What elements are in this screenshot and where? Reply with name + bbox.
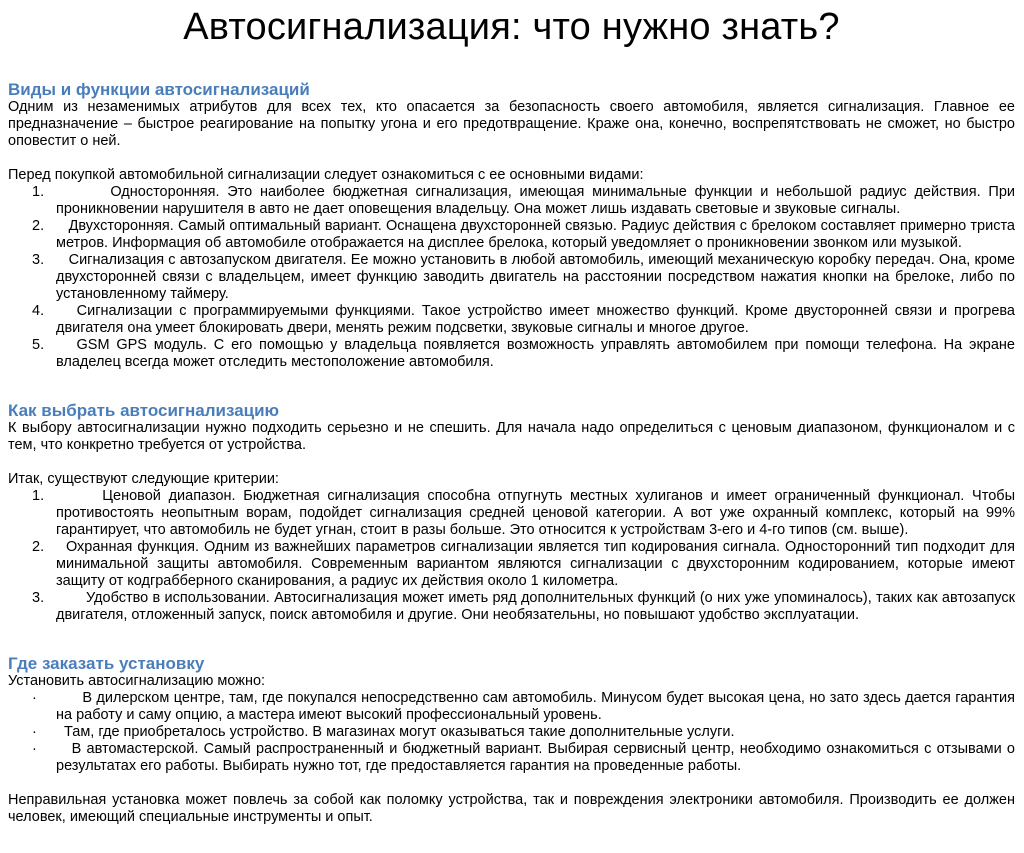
list-marker: 1.: [32, 184, 45, 200]
list-item: [8, 741, 1015, 775]
list-item: [8, 184, 1015, 218]
list-item: [8, 690, 1015, 724]
list-item: [8, 252, 1015, 303]
list-item: [8, 724, 1015, 741]
bullet-marker: ·: [32, 690, 37, 706]
list-marker: 4.: [32, 303, 45, 319]
list-item: [8, 539, 1015, 590]
page-title: Автосигнализация: что нужно знать?: [183, 6, 840, 48]
install-places-list: [8, 690, 1015, 775]
list-item-text: Двухсторонняя. Самый оптимальный вариант. Оснащена двухсторонней связью. Радиус действия с брелоком составляет примерно триста метров. Информация об автомобиле отображается на дисплее брелока, который уведомляет о проникновении звонком или музыкой.: [56, 218, 1015, 251]
list-marker: 3.: [32, 590, 45, 606]
list-item: [8, 590, 1015, 624]
section-heading-install: Где заказать установку: [8, 654, 205, 673]
section-choose-intro: К выбору автосигнализации нужно подходить серьезно и не спешить. Для начала надо определиться с ценовым диапазоном, функционалом и с тем, что конкретно требуется от устройства.: [8, 420, 1015, 453]
section-types-intro: Одним из незаменимых атрибутов для всех тех, кто опасается за безопасность своего автомобиля, является сигнализация. Главное ее предназначение – быстрое реагирование на попытку угона и его предотвращение. Краже она, конечно, воспрепятствовать не сможет, но быстро оповестит о ней.: [8, 99, 1015, 149]
list-marker: 1.: [32, 488, 45, 504]
section-install-lead: Установить автосигнализацию можно:: [8, 673, 266, 689]
list-item: [8, 337, 1015, 371]
list-marker: 2.: [32, 539, 45, 555]
criteria-list: [8, 488, 1015, 624]
section-install-closing: Неправильная установка может повлечь за собой как поломку устройства, так и повреждения электроники автомобиля. Производить ее должен человек, имеющий специальные инструменты и опыт.: [8, 792, 1015, 825]
section-heading-choose: Как выбрать автосигнализацию: [8, 401, 280, 420]
section-choose-lead: Итак, существуют следующие критерии:: [8, 471, 279, 487]
section-heading-types: Виды и функции автосигнализаций: [8, 80, 310, 99]
list-item-text: В автомастерской. Самый распространенный и бюджетный вариант. Выбирая сервисный центр, необходимо ознакомиться с отзывами о результатах его работы. Выбирать нужно тот, где предоставляется гарантия на проведенные работы.: [56, 741, 1015, 774]
list-item-text: Там, где приобреталось устройство. В магазинах могут оказываться такие дополнительные услуги.: [56, 724, 735, 740]
list-marker: 2.: [32, 218, 45, 234]
list-item-text: Сигнализации с программируемыми функциями. Такое устройство имеет множество функций. Кроме двусторонней связи и прогрева двигателя она умеет блокировать двери, менять режим подсветки, звуковые сигналы и многое другое.: [56, 303, 1015, 336]
types-list: [8, 184, 1015, 371]
article: [8, 0, 1015, 826]
list-item-text: GSM GPS модуль. С его помощью у владельца появляется возможность управлять автомобилем при помощи телефона. На экране владелец всегда может отследить местоположение автомобиля.: [56, 337, 1015, 370]
list-item: [8, 218, 1015, 252]
list-item-text: Сигнализация с автозапуском двигателя. Ее можно установить в любой автомобиль, имеющий механическую коробку передач. Она, кроме двухсторонней связи с владельцем, имеет функцию заводить двигатель на расстоянии посредством нажатия кнопки на брелоке, либо по установленному таймеру.: [56, 252, 1015, 302]
list-item-text: Удобство в использовании. Автосигнализация может иметь ряд дополнительных функций (о них уже упоминалось), таких как автозапуск двигателя, отложенный запуск, поиск автомобиля и другие. Они необязательны, но повышают удобство эксплуатации.: [56, 590, 1015, 623]
list-item: [8, 488, 1015, 539]
section-types-lead: Перед покупкой автомобильной сигнализации следует ознакомиться с ее основными видами:: [8, 167, 644, 183]
list-marker: 5.: [32, 337, 45, 353]
list-item: [8, 303, 1015, 337]
list-item-text: Охранная функция. Одним из важнейших параметров сигнализации является тип кодирования сигнала. Односторонний тип подходит для минимальной защиты автомобиля. Современным вариантом являются сигнализации с двухсторонним кодированием, которые имеют защиту от кодграбберного сканирования, а радиус их действия около 1 километра.: [56, 539, 1015, 589]
bullet-marker: ·: [32, 741, 37, 757]
list-item-text: Ценовой диапазон. Бюджетная сигнализация способна отпугнуть местных хулиганов и имеет ограниченный функционал. Чтобы противостоять неопытным ворам, подойдет сигнализация средней ценовой категории. А вот уже охранный комплекс, который на 99% гарантирует, что автомобиль не будет угнан, стоит в разы больше. Это относится к устройствам 3-его и 4-го типов (см. выше).: [56, 488, 1015, 538]
list-marker: 3.: [32, 252, 45, 268]
list-item-text: В дилерском центре, там, где покупался непосредственно сам автомобиль. Минусом будет высокая цена, но зато здесь дается гарантия на работу и саму опцию, а мастера имеют высокий профессиональный уровень.: [56, 690, 1015, 723]
list-item-text: Односторонняя. Это наиболее бюджетная сигнализация, имеющая минимальные функции и небольшой радиус действия. При проникновении нарушителя в авто не дает оповещения владельцу. Она может лишь издавать световые и звуковые сигналы.: [56, 184, 1015, 217]
bullet-marker: ·: [32, 724, 37, 740]
